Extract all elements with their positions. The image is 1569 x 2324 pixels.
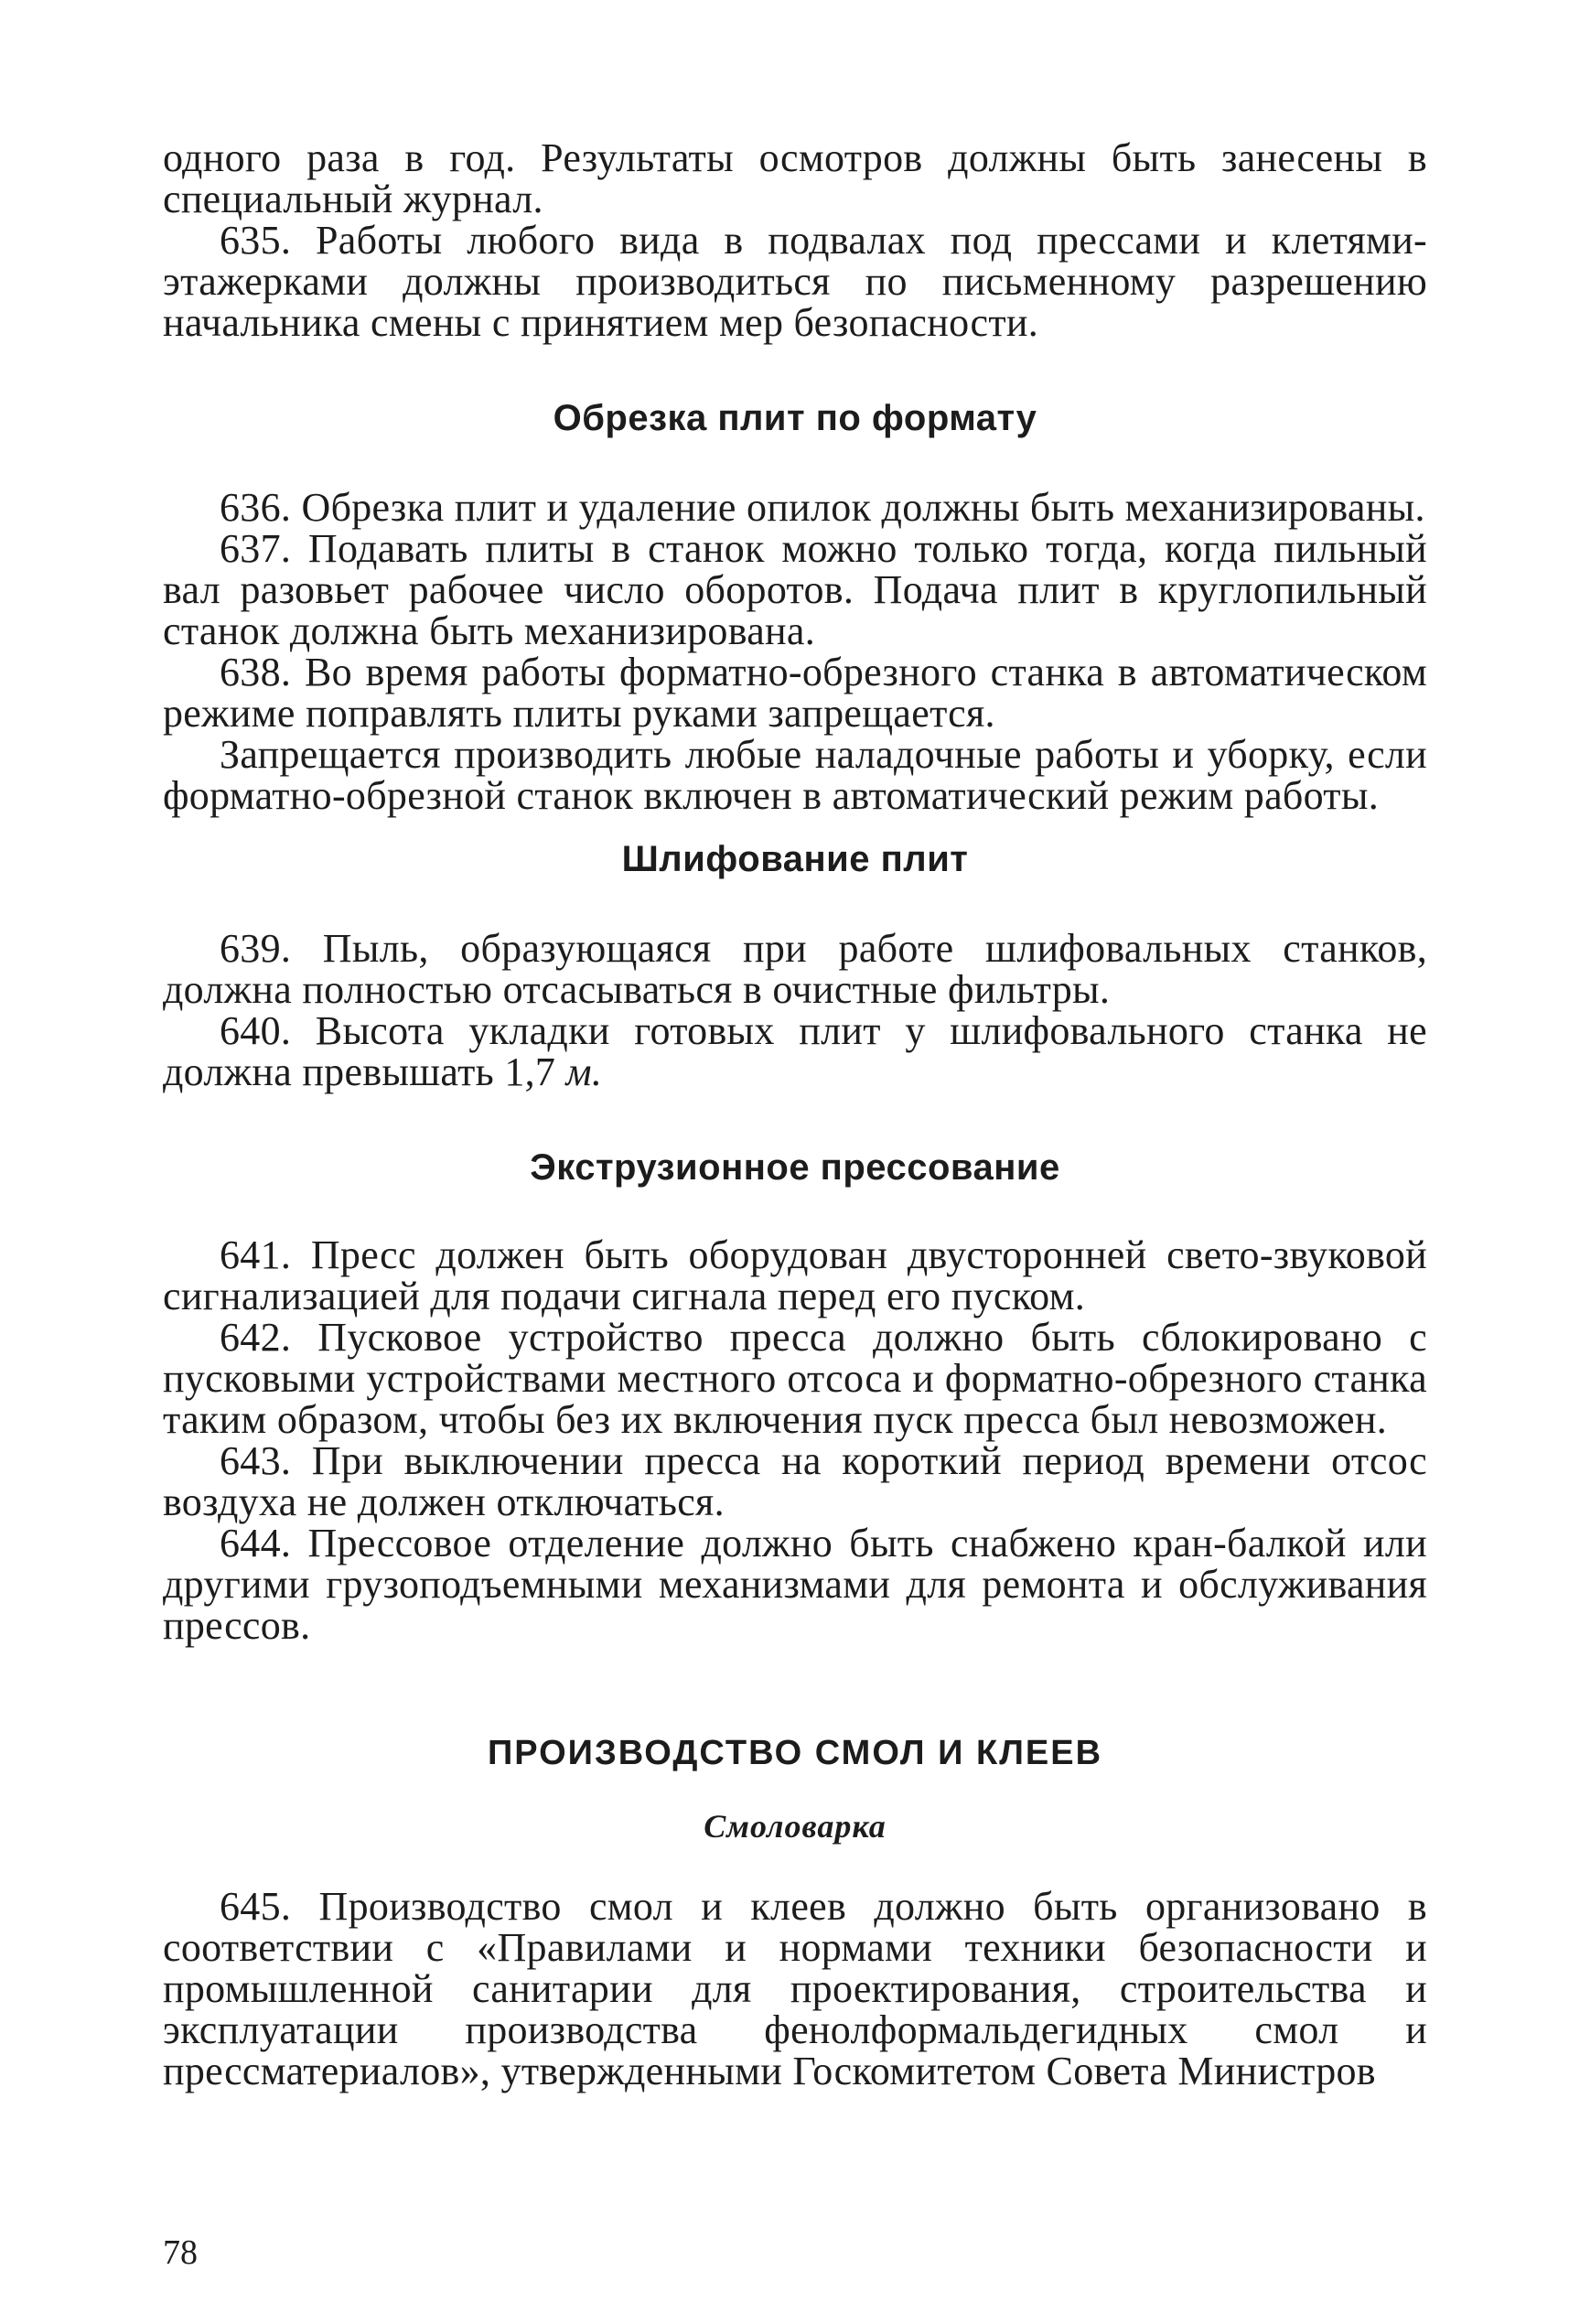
paragraph-642: 642. Пусковое устройство пресса должно быть сблокировано с пусковыми устройствами местного отсоса и форматно-обрезного станка таким образом, чтобы без их включения пуск пресса был невозможен. — [163, 1315, 1427, 1442]
page-content — [163, 137, 1427, 2092]
unit-meters: м. — [565, 1049, 603, 1094]
section-heading-trimming: Обрезка плит по формату — [553, 398, 1037, 438]
section-heading-sanding: Шлифование плит — [621, 839, 969, 879]
subheading-resin-cooking: Смоловарка — [704, 1808, 887, 1845]
paragraph-636: 636. Обрезка плит и удаление опилок должны быть механизированы. — [220, 485, 1425, 530]
paragraph-continuation: одного раза в год. Результаты осмотров должны быть занесены в специальный журнал. — [163, 135, 1427, 221]
paragraph-639: 639. Пыль, образующаяся при работе шлифовальных станков, должна полностью отсасываться в очистные фильтры. — [163, 926, 1427, 1012]
section-heading-extrusion: Экструзионное прессование — [530, 1147, 1060, 1188]
paragraph-637: 637. Подавать плиты в станок можно только тогда, когда пильный вал разовьет рабочее число оборотов. Подача плит в круглопильный станок должна быть механизирована. — [163, 526, 1427, 653]
paragraph-638-continued: Запрещается производить любые наладочные работы и уборку, если форматно-обрезной станок включен в автоматический режим работы. — [163, 732, 1427, 818]
paragraph-640-text: 640. Высота укладки готовых плит у шлифовального станка не должна превышать 1,7 — [163, 1008, 1427, 1094]
paragraph-641: 641. Пресс должен быть оборудован двусторонней свето-звуковой сигнализацией для подачи сигнала перед его пуском. — [163, 1232, 1427, 1318]
chapter-heading-resins: ПРОИЗВОДСТВО СМОЛ И КЛЕЕВ — [487, 1734, 1103, 1772]
paragraph-635: 635. Работы любого вида в подвалах под прессами и клетями-этажерками должны производиться по письменному разрешению начальника смены с принятием мер безопасности. — [163, 218, 1427, 345]
paragraph-643: 643. При выключении пресса на короткий период времени отсос воздуха не должен отключаться. — [163, 1438, 1427, 1524]
page-number: 78 — [163, 2233, 198, 2272]
paragraph-645: 645. Производство смол и клеев должно быть организовано в соответствии с «Правилами и нормами техники безопасности и промышленной санитарии для проектирования, строительства и эксплуатации производства фенолформальдегидных смол и прессматериалов», утвержденными Госкомитетом Совета Министров — [163, 1884, 1427, 2093]
paragraph-638: 638. Во время работы форматно-обрезного станка в автоматическом режиме поправлять плиты руками запрещается. — [163, 650, 1427, 736]
paragraph-640 — [163, 1010, 1427, 1092]
paragraph-644: 644. Прессовое отделение должно быть снабжено кран-балкой или другими грузоподъемными механизмами для ремонта и обслуживания прессов. — [163, 1521, 1427, 1648]
